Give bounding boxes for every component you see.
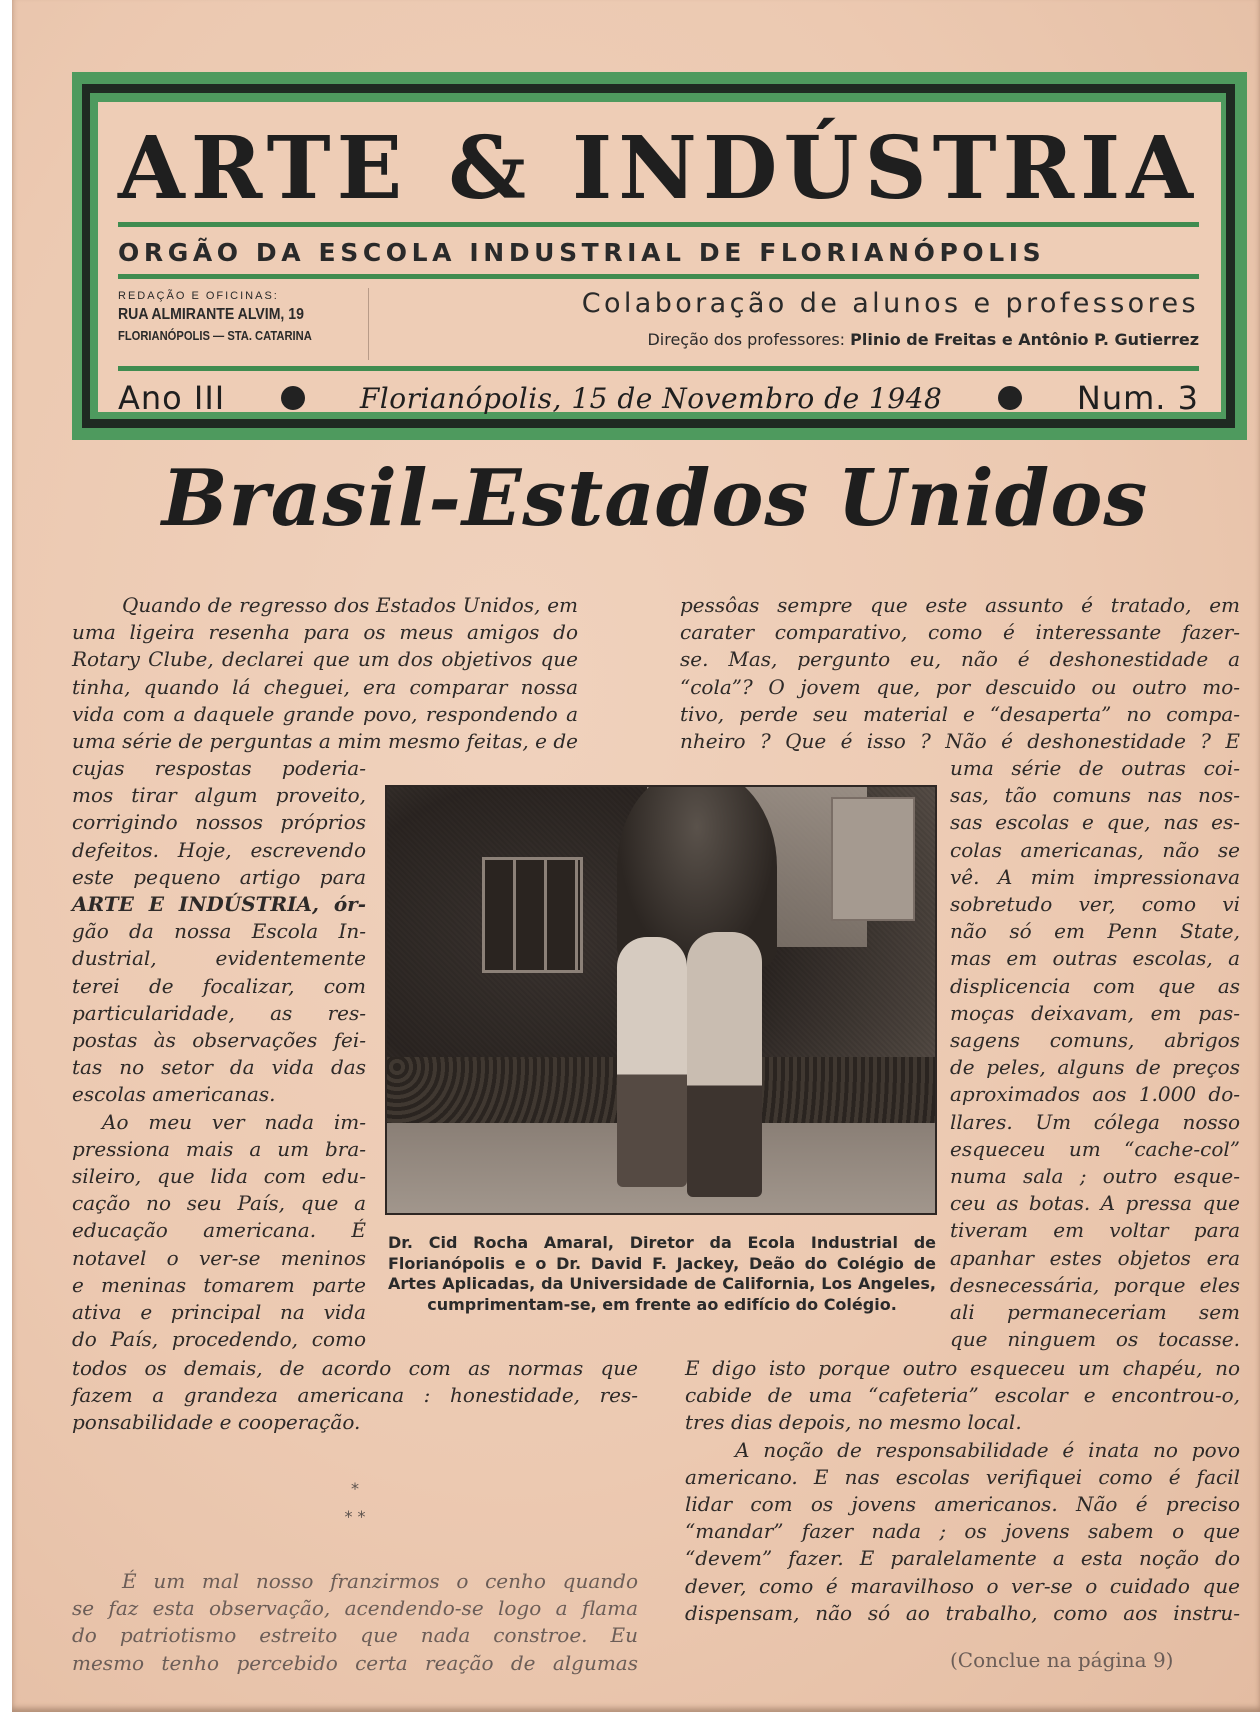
newspaper-subtitle: ORGÃO DA ESCOLA INDUSTRIAL DE FLORIANÓPOLIS	[118, 238, 1046, 267]
text-line: se. Mas, pergunto eu, não é deshonestidade a	[680, 647, 1240, 672]
street-address: RUA ALMIRANTE ALVIM, 19	[118, 306, 304, 323]
article-headline: Brasil-Estados Unidos	[161, 453, 1149, 544]
text-line: gão da nossa Escola In-	[72, 919, 366, 944]
text-line: tas no setor da vida das	[72, 1055, 366, 1080]
asterisk-icon: *	[351, 1479, 359, 1498]
text-line: não só em Penn State,	[950, 919, 1240, 944]
text-line: ali permaneceriam sem	[950, 1300, 1240, 1325]
col2-top-text	[680, 592, 1240, 755]
text-line: mesmo tenho percebido certa reação de algumas	[72, 1650, 638, 1675]
city-state: FLORIANÓPOLIS — STA. CATARINA	[118, 328, 312, 343]
continued-on-page-link[interactable]: (Conclue na página 9)	[950, 1648, 1174, 1672]
photo-caption: Dr. Cid Rocha Amaral, Diretor da Ecola Industrial de Florianópolis e o Dr. David F. Jackey, Deão do Colégio de Artes Aplicadas, da Universidade de California, Los Angeles, cumprimentam-se, em frente ao edifício do Colégio.	[388, 1233, 936, 1314]
text-line: Rotary Clube, declarei que um dos objetivos que	[72, 647, 578, 672]
photo-person	[617, 937, 687, 1187]
text-line: americano. E nas escolas verifiquei como é facil	[685, 1464, 1240, 1489]
newspaper-title	[118, 118, 1199, 219]
text-line: tinha, quando lá cheguei, era comparar nossa	[72, 674, 578, 699]
bullet-icon	[281, 386, 305, 410]
text-line: nheiro ? Que é isso ? Não é deshonestidade ? E	[680, 729, 1240, 754]
article-photo	[385, 785, 937, 1215]
text-line: Quando de regresso dos Estados Unidos, em	[122, 593, 578, 617]
title-ampersand: &	[448, 118, 532, 219]
text-line: cujas respostas poderia-	[72, 756, 366, 780]
text-line: do País, procedendo, como	[72, 1327, 366, 1352]
text-line: vida com a daquele grande povo, respondendo a	[72, 701, 578, 726]
text-line: llares. Um cólega nosso	[950, 1109, 1240, 1134]
col2-bottom-text	[685, 1355, 1240, 1627]
text-line: particularidade, as res-	[72, 1000, 366, 1025]
section-separator	[60, 1475, 650, 1531]
col2-narrow-text	[950, 755, 1240, 1353]
col1-second-section	[72, 1568, 638, 1677]
text-line: “cola”? O jovem que, por descuido ou outro mo-	[680, 674, 1240, 699]
text-line: terei de focalizar, com	[72, 973, 366, 998]
text-line: tres dias depois, no mesmo local.	[685, 1410, 1022, 1435]
text-line: colas americanas, não se	[950, 837, 1240, 862]
vertical-divider	[368, 288, 369, 360]
text-line: mos tirar algum proveito,	[72, 783, 366, 808]
text-line: uma série de perguntas a mim mesmo feitas, e de	[72, 729, 578, 754]
redacao-label: REDAÇÃO E OFICINAS:	[118, 290, 279, 302]
dateline: Florianópolis, 15 de Novembro de 1948	[359, 381, 943, 415]
text-line: cabide de uma “cafeteria” escolar e encontrou-o,	[685, 1383, 1240, 1408]
text-line: fazem a grandeza americana : honestidade, res-	[72, 1383, 638, 1408]
text-line: sagens comuns, abrigos	[950, 1028, 1240, 1053]
green-rule	[118, 222, 1199, 227]
text-line: educação americana. É	[72, 1218, 366, 1243]
text-line: displicencia com que as	[950, 973, 1240, 998]
text-line: postas às observações fei-	[72, 1028, 366, 1053]
text-line: de peles, alguns de preços	[950, 1055, 1240, 1080]
asterisk-icon: * *	[344, 1507, 366, 1526]
text-line: notavel o ver-se meninos	[72, 1245, 366, 1270]
text-line: sas escolas e que, nas es-	[950, 810, 1240, 835]
text-line: mas em outras escolas, a	[950, 946, 1240, 971]
text-line: escolas americanas.	[72, 1082, 276, 1107]
text-line: esqueceu um “cache-col”	[950, 1136, 1240, 1161]
text-line: ativa e principal na vida	[72, 1300, 366, 1325]
photo-window	[482, 857, 583, 973]
editorial-address	[118, 290, 358, 343]
text-line: tivo, perde seu material e “desaperta” no compa-	[680, 701, 1240, 726]
text-line: É um mal nosso franzirmos o cenho quando	[122, 1569, 638, 1593]
text-line: ARTE E INDÚSTRIA, ór-	[72, 892, 366, 917]
text-line: dever, como é maravilhoso o ver-se o cuidado que	[685, 1573, 1240, 1598]
direction-names: Plinio de Freitas e Antônio P. Gutierrez	[850, 330, 1199, 349]
text-line: E digo isto porque outro esqueceu um chapéu, no	[685, 1356, 1240, 1380]
text-line: vê. A mim impressionava	[950, 864, 1240, 889]
bullet-icon	[998, 386, 1022, 410]
text-line: ceu as botas. A pressa que	[950, 1191, 1240, 1216]
text-line: aproximados aos 1.000 do-	[950, 1082, 1240, 1107]
issue-bar	[118, 378, 1199, 418]
text-line: todos os demais, de acordo com as normas que	[72, 1356, 638, 1380]
photo-person	[687, 932, 762, 1197]
text-line: A noção de responsabilidade é inata no povo	[735, 1437, 1240, 1462]
text-line: ponsabilidade e cooperação.	[72, 1410, 361, 1435]
text-line: e meninas tomarem parte	[72, 1272, 366, 1297]
col1-top-text	[72, 592, 578, 755]
text-line: carater comparativo, como é interessante fazer-	[680, 620, 1240, 645]
text-line: este pequeno artigo para	[72, 864, 366, 889]
text-line: se faz esta observação, acendendo-se logo a flama	[72, 1596, 638, 1621]
text-line: apanhar estes objetos era	[950, 1245, 1240, 1270]
issue-number: Num. 3	[1076, 379, 1199, 417]
text-line: corrigindo nossos próprios	[72, 810, 366, 835]
col1-narrow-text	[72, 755, 366, 1353]
text-line: uma série de outras coi-	[950, 756, 1240, 780]
text-line: pressiona mais a um bra-	[72, 1136, 366, 1161]
text-line: sas, tão comuns nas nos-	[950, 783, 1240, 808]
photo-window	[831, 797, 915, 921]
text-line: desnecessária, porque eles	[950, 1272, 1240, 1297]
text-line: do patriotismo estreito que nada constroe. Eu	[72, 1623, 638, 1648]
masthead-inner	[98, 102, 1221, 417]
direction-label: Direção dos professores:	[647, 330, 846, 349]
text-line: dustrial, evidentemente	[72, 946, 366, 971]
text-line: lidar com os jovens americanos. Não é preciso	[685, 1492, 1240, 1517]
direction-line	[388, 330, 1199, 349]
text-line: moças deixavam, em pas-	[950, 1000, 1240, 1025]
masthead	[72, 72, 1247, 440]
text-line: Ao meu ver nada im-	[102, 1109, 366, 1134]
green-rule	[118, 274, 1199, 279]
text-line: “mandar” fazer nada ; os jovens sabem o que	[685, 1519, 1240, 1544]
text-line: tiveram em voltar para	[950, 1218, 1240, 1243]
green-rule	[118, 366, 1199, 371]
col1-bottom-text	[72, 1355, 638, 1437]
text-line: sileiro, que lida com edu-	[72, 1164, 366, 1189]
year-label: Ano III	[118, 379, 226, 417]
text-line: defeitos. Hoje, escrevendo	[72, 837, 366, 862]
text-line: que ninguem os tocasse.	[950, 1327, 1240, 1352]
text-line: numa sala ; outro esque-	[950, 1164, 1240, 1189]
text-line: sobretudo ver, como vi	[950, 892, 1240, 917]
text-line: uma ligeira resenha para os meus amigos do	[72, 620, 578, 645]
text-line: cação no seu País, que a	[72, 1191, 366, 1216]
text-line: “devem” fazer. E paralelamente a esta noção do	[685, 1546, 1240, 1571]
text-line: pessôas sempre que este assunto é tratado, em	[680, 593, 1240, 617]
title-arte: ARTE	[118, 118, 409, 219]
collaboration-line: Colaboração de alunos e professores	[581, 288, 1199, 319]
title-industria: INDÚSTRIA	[572, 118, 1199, 219]
text-line: dispensam, não só ao trabalho, como aos instru-	[685, 1600, 1240, 1625]
